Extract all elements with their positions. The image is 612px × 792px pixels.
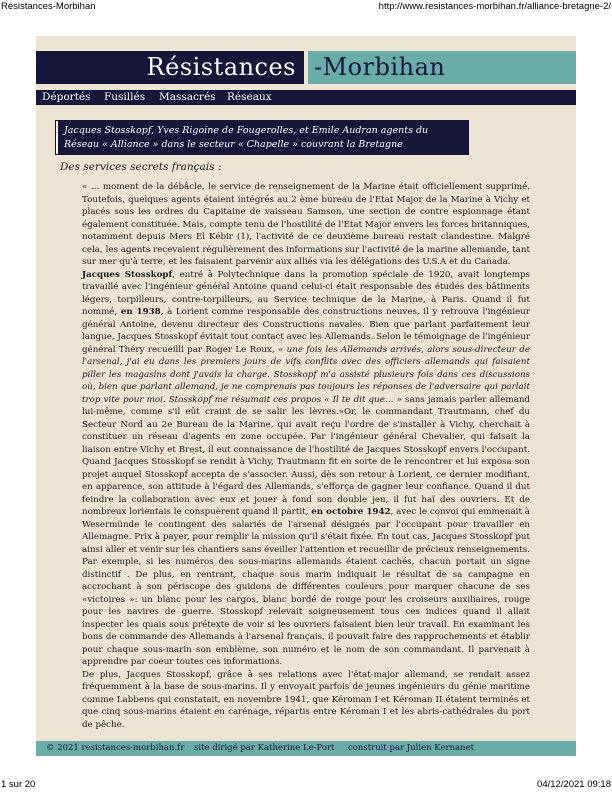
banner-left-block	[36, 51, 304, 84]
web-page	[36, 36, 576, 756]
footer-copyright[interactable]: © 2021 resistances-morbihan.fr	[46, 743, 185, 753]
testimony-quote: une fois les Allemands arrivés, alors sous-directeur de l'arsenal, j'ai eu dans les premiers jours de vifs conflits avec des officiers allemands qui faisaient piller les magasins dont j'avais la charge. Stosskopf m'a assisté plusieurs fois dans ces discussions où, bien que parlant allemand, je ne comprenais pas toujours les réponses de l'adversaire qui parlait trop vite pour moi. Stosskopf me résumait ces propos « Il te dit que… »	[82, 344, 530, 405]
article-paragraph-2	[82, 269, 530, 669]
print-datetime: 04/12/2021 09:18	[537, 779, 611, 790]
print-header-title: Résistances-Morbihan	[1, 1, 96, 12]
site-footer	[36, 741, 576, 756]
site-banner[interactable]	[36, 51, 576, 84]
banner-title-right: -Morbihan	[314, 53, 446, 81]
article-body	[82, 181, 530, 731]
article-paragraph-1: « … moment de la débâcle, le service de renseignement de la Marine était officiellement supprimé. Toutefois, quelques agents étaient intégrés au 2 ème bureau de l'Etat Major de la Marine à Vichy et placés sous les ordres du Capitaine de vaisseau Samson, une section de contre espionnage étant également constituée. Mais, compte tenu de l'hostilité de l'Etat Major envers les forces britanniques, notamment depuis Mers El Kébir (1), l'activité de ce deuxième bureau restait clandestine. Malgré cela, les agents recevaient régulièrement des informations sur l'activité de la marine allemande, tant sur mer qu'à terre, et les faisaient parvenir aux alliés via les délégations des U.S.A et du Canada.	[82, 182, 530, 267]
print-header	[0, 0, 612, 14]
footer-built-by: construit par Julien Kernanet	[348, 743, 474, 753]
nav-item-massacres[interactable]: Massacrés	[159, 91, 216, 103]
section-title: Des services secrets français :	[60, 161, 222, 173]
date-october-1942: en octobre 1942	[311, 507, 391, 517]
article-title: Jacques Stosskopf, Yves Rigoine de Fougerolles, et Emile Audran agents du Réseau « Alliance » dans le secteur « Chapelle » couvrant la Bretagne	[64, 125, 429, 150]
article-paragraph-3: De plus, Jacques Stosskopf, grâce à ses relations avec l'état-major allemand, se rendait assez fréquemment à la base de sous-marins. Il y envoyait parfois de jeunes ingénieurs du génie maritime comme Labbens qui constatait, en novembre 1941, que Kéroman I et Kéroman II étaient terminés et que cinq sous-marins étaient en carénage, répartis entre Kéroman I et les abris-cathédrales du port de pêche.	[82, 669, 530, 730]
person-name: Jacques Stosskopf	[82, 269, 173, 280]
paragraph-2-text-c: sans jamais parler allemand lui-même, comme s'il eût craint de se salir les lèvres.»Or, le commandant Trautmann, chef du Secteur Nord au 2e Bureau de la Marine, qui avait reçu l'ordre de s'installer à Vichy, cherchait à constituer un réseau d'agents en zone occupée. Par l'ingénieur général Chevalier, qui faisait la liaison entre Vichy et Brest, il eut connaissance de l'hostilité de Jacques Stosskopf envers l'occupant. Quand Jacques Stosskopf se rendit à Vichy, Trautmann fit en sorte de le rencontrer et lui exposa son projet auquel Stosskopf accepta de s'associer. Aussi, dès son retour à Lorient, ce dernier modifiant, en apparence, son attitude à l'égard des Allemands, s'efforça de gagner leur confiance. Quand il dut feindre la collaboration avec eux et jouer à fond son double jeu, il fut haï des ouvriers. Et de nombreux lorientais le conspuèrent quand il partit,	[82, 394, 530, 517]
paragraph-2-text-b: , à Lorient comme responsable des constructions neuves, il y retrouva l'ingénieur général Antoine, devenu directeur des Constructions navales. Bien que parlant parfaitement leur langue, Jacques Stosskopf évitait tout contact avec les Allemands. Selon le témoignage de l'ingénieur général Théry recueilli par Roger Le Roux, «	[82, 307, 530, 355]
banner-title-left: Résistances	[146, 53, 296, 81]
article-title-box	[56, 121, 468, 154]
nav-item-deportes[interactable]: Déportés	[42, 91, 91, 103]
footer-directed-by: site dirigé par Katherine Le-Port	[194, 743, 335, 753]
banner-right-block	[308, 51, 576, 84]
print-footer	[0, 778, 612, 792]
page-count: 1 sur 20	[1, 779, 36, 790]
print-header-url[interactable]: http://www.resistances-morbihan.fr/alliance-bretagne-2/	[378, 1, 611, 12]
paragraph-2-text-a: , entré à Polytechnique dans la promotion spéciale de 1920, avait longtemps travaillé avec l'ingénieur général Antoine quand celui-ci était responsable des études des bâtiments légers, torpilleurs, contre-torpilleurs, au Service technique de la Marine, à Paris. Quand il fut nommé,	[82, 269, 530, 317]
nav-bar	[36, 90, 576, 105]
nav-item-reseaux[interactable]: Réseaux	[227, 91, 272, 103]
paragraph-2-text-d: , avec le convoi qui emmenait à Wesermünde le contingent des salariés de l'arsenal désignés par l'occupant pour travailler en Allemagne. Prix à payer, pour remplir la mission qu'il s'était fixée. En tout cas, Jacques Stosskopf put ainsi aller et venir sur les chantiers sans éveiller l'attention et recueillir de précieux renseignements. Par exemple, si les numéros des sous-marins allemands étaient cachés, chacun portait un signe distinctif . De plus, en rentrant, chaque sous marin indiquait le résultat de sa campagne en accrochant à son périscope des guidons de différentes couleurs pour marquer chacune de ses «victoires »: un blanc pour les cargos, blanc bordé de rouge pour les croiseurs auxiliaires, rouge pour les navires de guerre. Stosskopf relevait soigneusement tous ces indices quand il allait inspecter les quais sous prétexte de voir si les ouvriers faisaient bien leur travail. En examinant les bons de commande des Allemands à l'arsenal français, il pouvait faire des rapprochements et établir pour chaque sous-marin son emblème, son numéro et le nom de son commandant. Il parvenait à apprendre par coeur toutes ces informations.	[82, 507, 530, 667]
nav-item-fusilles[interactable]: Fusillés	[104, 91, 146, 103]
date-1938: en 1938	[120, 307, 161, 317]
